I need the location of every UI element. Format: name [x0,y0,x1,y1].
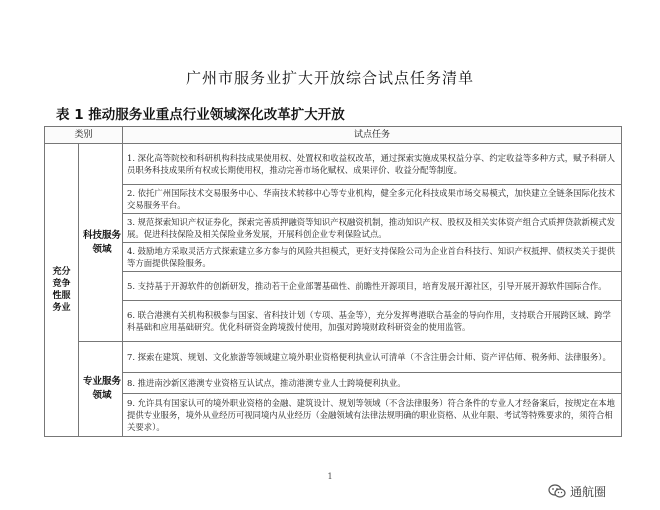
table-row [45,144,622,185]
table-row [45,342,622,373]
page-number: 1 [327,472,333,481]
header-task: 试点任务 [123,127,622,144]
wechat-icon [548,484,566,499]
task-cell: 2. 依托广州国际技术交易服务中心、华南技术转移中心等专业机构，健全多元化科技成果市场交易模式，加快建立全链条国际化技术交易服务平台。 [123,185,622,214]
task-cell: 8. 推进南沙新区港澳专业资格互认试点，推动港澳专业人士跨境便利执业。 [123,373,622,394]
table-row [45,243,622,272]
task-cell: 4. 鼓励地方采取灵活方式探索建立多方参与的风险共担模式，更好支持保险公司为企业首台科技行、知识产权抵押、债权类关于提供等方面提供保险服务。 [123,243,622,272]
table-row [45,301,622,342]
table-header-row [45,127,622,144]
watermark [548,482,606,500]
task-table [44,126,622,437]
watermark-text: 通航圈 [570,484,607,499]
main-category-label: 充分竞争性服务业 [52,267,71,313]
task-cell: 3. 规范探索知识产权证券化，探索完善质押融资等知识产权融资机制，推动知识产权、股权及相关实体资产组合式质押贷款新模式发展。促进科技保险及相关保险业务发展，开展科创企业专利保险试点。 [123,214,622,243]
task-cell: 5. 支持基于开源软件的创新研发，推动若干企业部署基础性、前瞻性开源项目，培育发展开源社区，引导开展开源软件国际合作。 [123,272,622,301]
table-caption: 表 1 推动服务业重点行业领域深化改革扩大开放 [56,107,345,123]
table-row [45,394,622,437]
subcategory-label: 专业服务领域 [83,376,122,401]
subcategory-label: 科技服务领域 [83,229,122,255]
header-category: 类别 [45,127,123,144]
main-category [45,144,79,437]
task-cell: 9. 允许具有国家认可的境外职业资格的金融、建筑设计、规划等领域（不含法律服务）符合条件的专业人才经备案后，按规定在本地提供专业服务，境外从业经历可视同境内从业经历（金融领域有法律法规明确的职业资格、从业年限、考试等特殊要求的，须符合相关要求）。 [123,394,622,437]
subcategory-professional-services [79,342,123,437]
document-title: 广州市服务业扩大开放综合试点任务清单 [185,69,474,87]
task-cell: 6. 联合港澳有关机构积极参与国家、省科技计划（专项、基金等），充分发挥粤港联合基金的导向作用，支持联合开展跨区域、跨学科基础和应用基础研究。优化科研资金跨境拨付使用，加强对跨境财政科研资金的使用监管。 [123,301,622,342]
task-cell: 7. 探索在建筑、规划、文化旅游等领域建立境外职业资格便利执业认可清单（不含注册会计师、资产评估师、税务师、法律服务）。 [123,342,622,373]
subcategory-tech-services [79,144,123,342]
task-cell: 1. 深化高等院校和科研机构科技成果使用权、处置权和收益权改革，通过探索实施成果权益分享、约定收益等多种方式，赋予科研人员职务科技成果所有权或长期使用权，推动完善市场化赋权、成果评价、收益分配等制度。 [123,144,622,185]
table-row [45,373,622,394]
table-row [45,185,622,214]
table-row [45,214,622,243]
table-row [45,272,622,301]
